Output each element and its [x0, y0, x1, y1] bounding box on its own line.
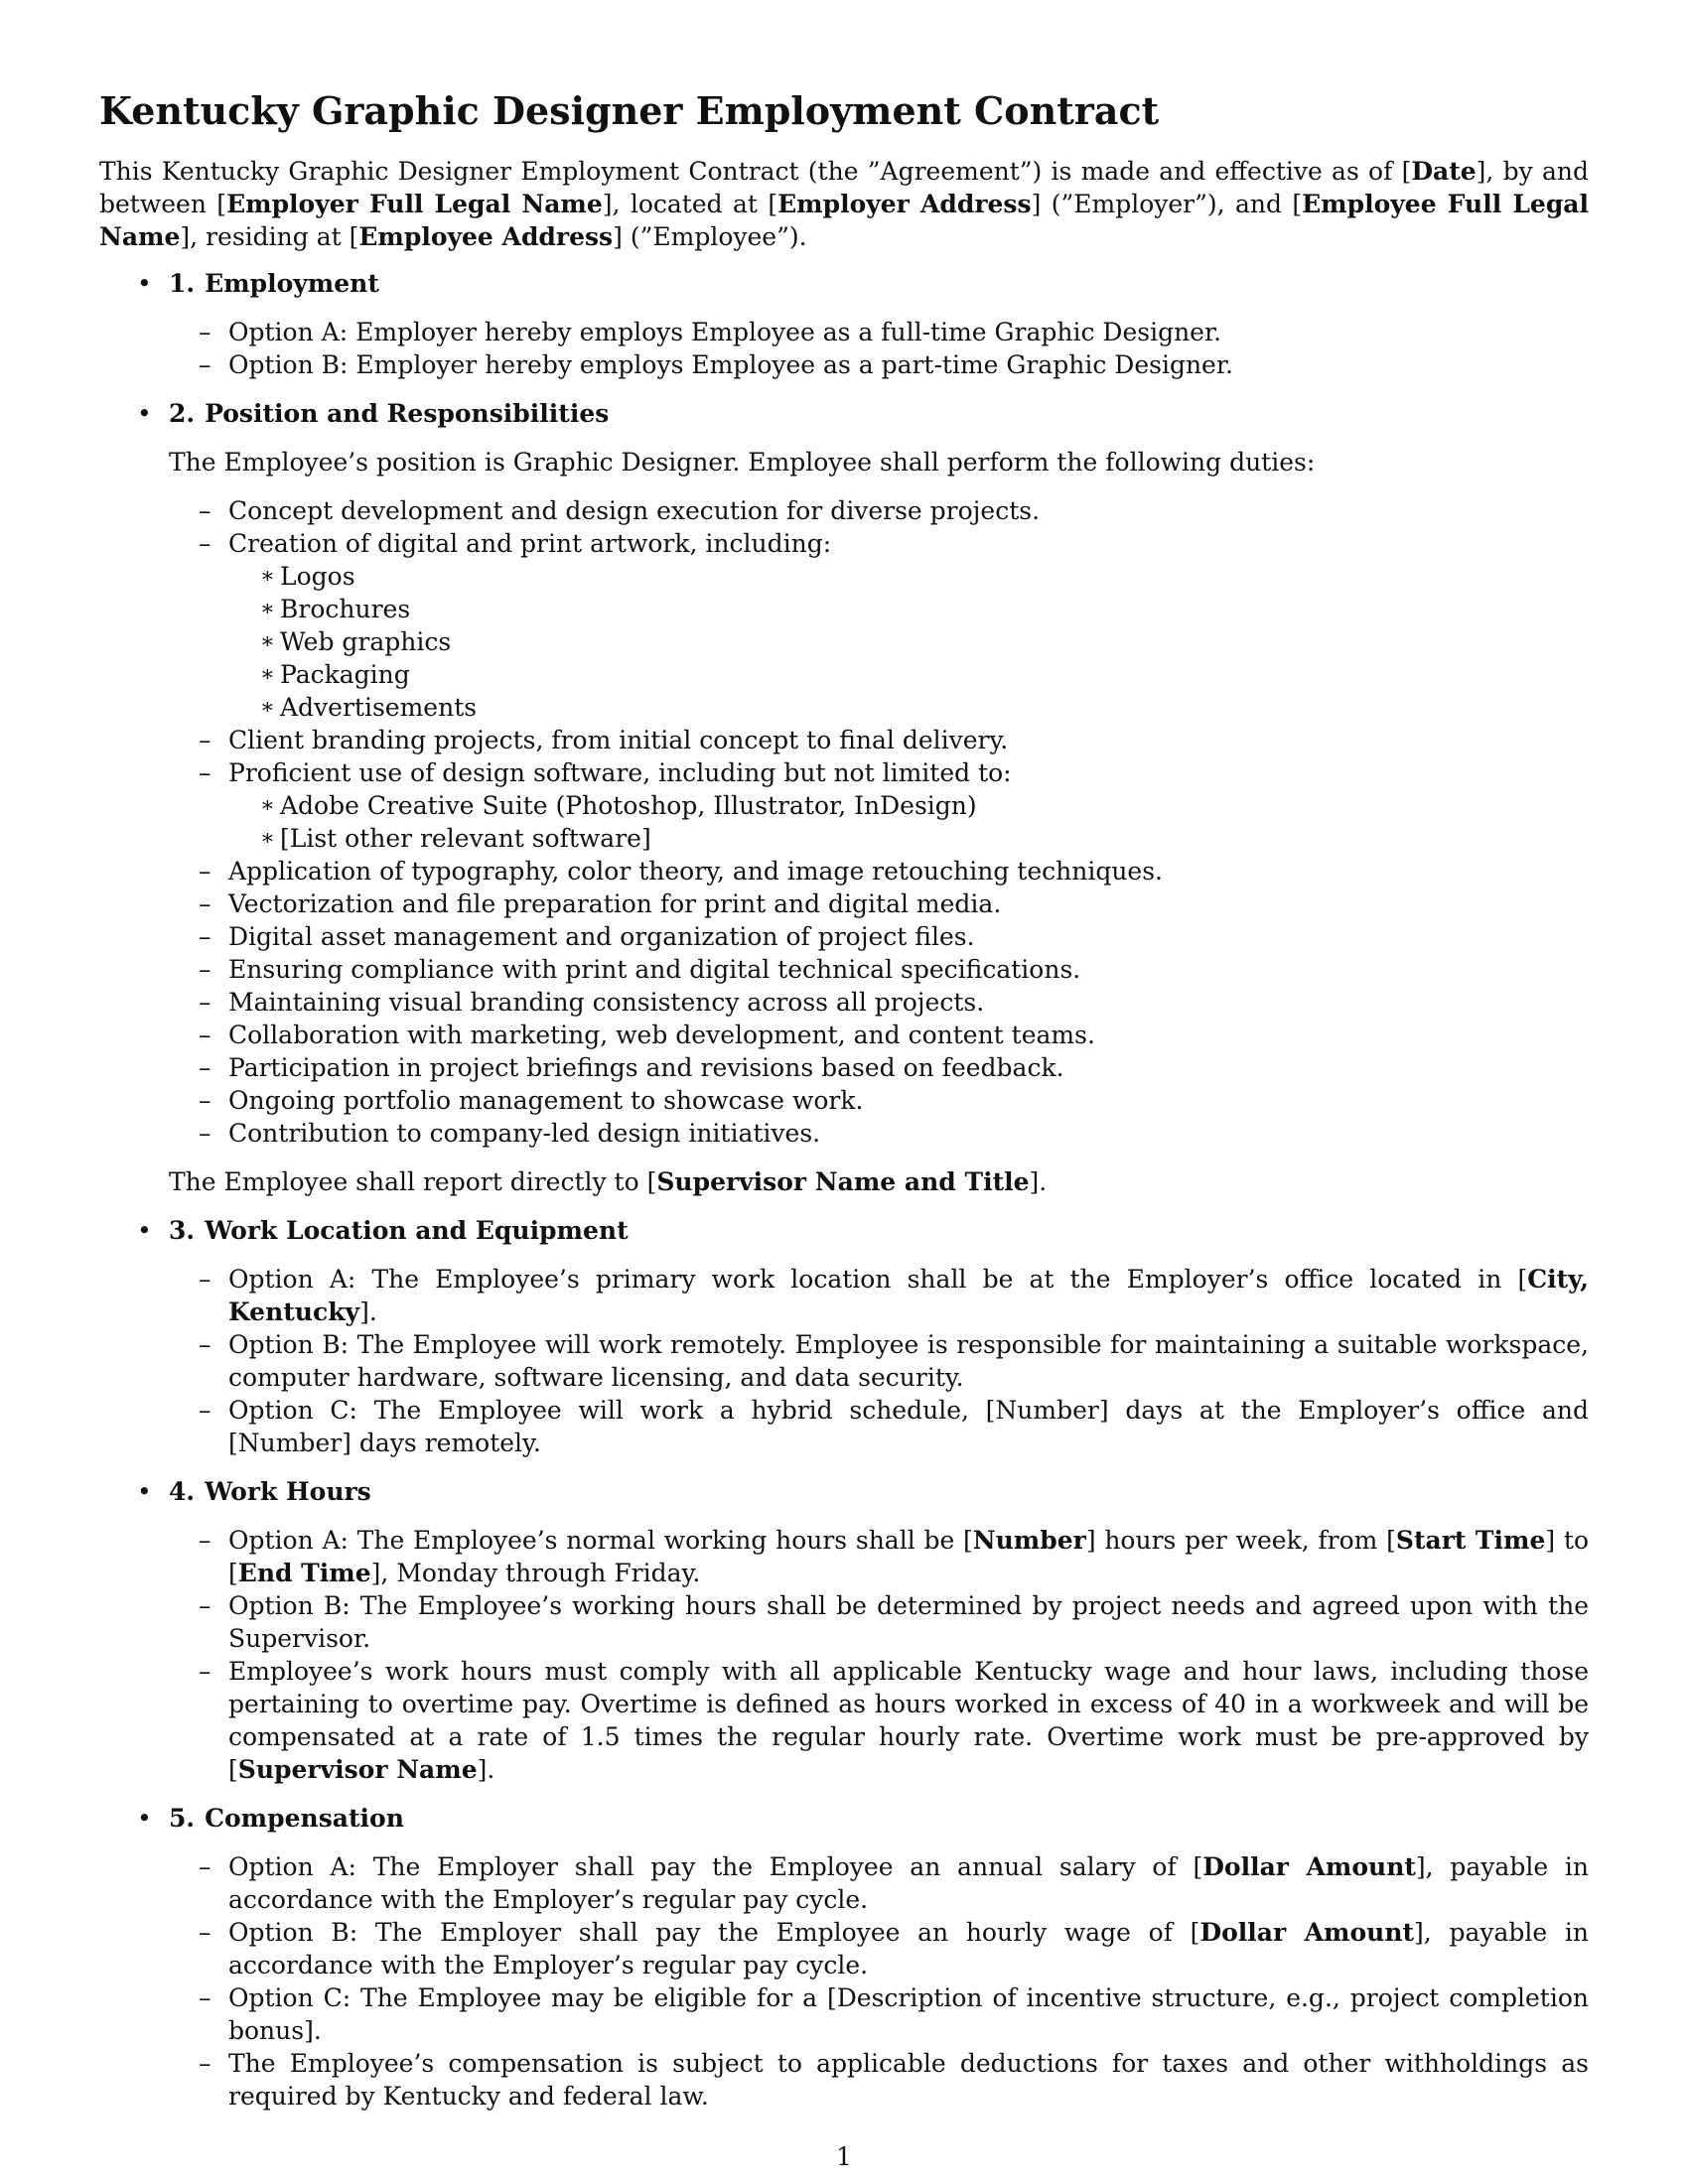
dash-icon: – [199, 1086, 211, 1115]
sublist-item-text: [List other relevant software] [280, 824, 651, 853]
list-item-text: Collaboration with marketing, web development, and content teams. [228, 1021, 1095, 1049]
document-title: Kentucky Graphic Designer Employment Contract [99, 88, 1160, 133]
list-item-text: Maintaining visual branding consistency across all projects. [228, 988, 985, 1017]
section-work-hours [99, 1475, 1589, 1786]
asterisk-icon: ∗ [260, 629, 275, 654]
section-list [99, 267, 1589, 2113]
list-item-text: Client branding projects, from initial concept to final delivery. [228, 726, 1009, 754]
dash-icon: – [199, 1119, 211, 1148]
list-item-text: Option B: Employer hereby employs Employee as a part-time Graphic Designer. [228, 350, 1233, 379]
list-item-text: Application of typography, color theory, and image retouching techniques. [228, 857, 1163, 886]
list-item-text: Employee’s work hours must comply with all applicable Kentucky wage and hour laws, including those pertaining to overtime pay. Overtime is defined as hours worked in excess of 40 in a workweek and will be compensated at a rate of 1.5 times the regular hourly rate. Overtime work must be pre-approved by [ [228, 1657, 1589, 1784]
list-item [169, 1084, 1589, 1117]
sublist-item [228, 658, 1589, 691]
list-item-text: Participation in project briefings and revisions based on feedback. [228, 1053, 1064, 1082]
dash-icon: – [199, 1053, 211, 1082]
section-heading [169, 1475, 1589, 1508]
list-item [169, 1916, 1589, 1981]
document-body [99, 87, 1589, 2128]
list-item [169, 1051, 1589, 1084]
list-item [169, 986, 1589, 1019]
dash-icon: – [199, 1591, 211, 1620]
dash-icon: – [199, 1918, 211, 1947]
list-item [169, 2047, 1589, 2113]
placeholder-date: Date [1411, 157, 1477, 186]
asterisk-icon: ∗ [260, 662, 275, 687]
option-list [169, 1263, 1589, 1459]
dash-icon: – [199, 1657, 211, 1686]
list-item-text: Proficient use of design software, including but not limited to: [228, 758, 1012, 787]
dash-icon: – [199, 955, 211, 984]
section-number: 2. [169, 399, 196, 428]
dash-icon: – [199, 1526, 211, 1555]
option-list [169, 1524, 1589, 1786]
list-item-text: Option A: The Employee’s normal working hours shall be [ [228, 1526, 973, 1555]
bullet-icon: • [137, 399, 152, 428]
sublist-item-text: Brochures [280, 595, 411, 623]
asterisk-icon: ∗ [260, 826, 275, 851]
section-heading [169, 1214, 1589, 1247]
dash-icon: – [199, 529, 211, 558]
list-item-text: Option A: Employer hereby employs Employee as a full-time Graphic Designer. [228, 318, 1222, 346]
list-item-text: Option B: The Employee’s working hours shall be determined by project needs and agreed upon with the Supervisor. [228, 1591, 1589, 1653]
list-item [169, 348, 1589, 381]
list-item-text: ], payable in accordance with the Employer’s regular pay cycle. [228, 1852, 1589, 1914]
placeholder-start-time: Start Time [1395, 1526, 1546, 1555]
dash-icon: – [199, 1983, 211, 2012]
dash-icon: – [199, 726, 211, 754]
list-item-text: ], Monday through Friday. [370, 1559, 701, 1587]
list-item-text: Option B: The Employee will work remotely. Employee is responsible for maintaining a suitable workspace, computer hardware, software licensing, and data security. [228, 1330, 1589, 1392]
list-item-text: Concept development and design execution for diverse projects. [228, 496, 1041, 525]
list-item-text: Option C: The Employee may be eligible for a [Description of incentive structure, e.g., project completion bonus]. [228, 1983, 1589, 2045]
asterisk-icon: ∗ [260, 564, 275, 589]
dash-icon: – [199, 857, 211, 886]
list-item [169, 1394, 1589, 1459]
sublist-item [228, 822, 1589, 855]
intro-text: This Kentucky Graphic Designer Employment Contract (the ”Agreement”) is made and effective as of [ [99, 157, 1412, 186]
section-title: Work Hours [205, 1477, 371, 1506]
list-item [169, 1655, 1589, 1786]
placeholder-number: Number [972, 1526, 1086, 1555]
sublist-item [228, 593, 1589, 625]
list-item-text: Option C: The Employee will work a hybrid schedule, [Number] days at the Employer’s office and [Number] days remotely. [228, 1396, 1589, 1457]
option-list [169, 316, 1589, 381]
intro-text: ], located at [ [602, 190, 778, 218]
list-item [169, 316, 1589, 348]
list-item-text: ] hours per week, from [ [1085, 1526, 1396, 1555]
section-heading [169, 267, 1589, 300]
sublist-item-text: Packaging [280, 660, 410, 689]
sublist-item-text: Web graphics [280, 627, 452, 656]
section-title: Employment [205, 269, 379, 298]
bullet-icon: • [137, 1216, 152, 1245]
sublist-item [228, 560, 1589, 593]
list-item-text: Option A: The Employer shall pay the Employee an annual salary of [ [228, 1852, 1203, 1881]
placeholder-dollar-amount: Dollar Amount [1199, 1918, 1415, 1947]
placeholder-employer-name: Employer Full Legal Name [226, 190, 603, 218]
sublist-item [228, 691, 1589, 724]
dash-icon: – [199, 758, 211, 787]
report-text: ]. [1029, 1167, 1048, 1196]
list-item-text: Ensuring compliance with print and digital technical specifications. [228, 955, 1081, 984]
list-item-text: Digital asset management and organization of project files. [228, 922, 975, 951]
bullet-icon: • [137, 269, 152, 298]
section-heading [169, 1802, 1589, 1835]
placeholder-end-time: End Time [237, 1559, 371, 1587]
page-number: 1 [836, 2142, 852, 2171]
dash-icon: – [199, 496, 211, 525]
list-item [169, 920, 1589, 953]
list-item-text: The Employee’s compensation is subject to applicable deductions for taxes and other withholdings as required by Kentucky and federal law. [228, 2049, 1589, 2111]
placeholder-employee-name: Employee Full Legal Name [99, 190, 1590, 251]
section-number: 4. [169, 1477, 196, 1506]
section-work-location [99, 1214, 1589, 1459]
bullet-icon: • [137, 1804, 152, 1833]
list-item [169, 1589, 1589, 1655]
dash-icon: – [199, 350, 211, 379]
list-item [169, 1117, 1589, 1150]
report-to-paragraph [169, 1165, 1589, 1198]
section-title: Position and Responsibilities [205, 399, 610, 428]
placeholder-supervisor-name: Supervisor Name [237, 1755, 478, 1784]
section-employment [99, 267, 1589, 381]
artwork-sublist [228, 560, 1589, 724]
section-title: Work Location and Equipment [205, 1216, 629, 1245]
dash-icon: – [199, 318, 211, 346]
dash-icon: – [199, 922, 211, 951]
list-item-text: ], payable in accordance with the Employer’s regular pay cycle. [228, 1918, 1589, 1979]
dash-icon: – [199, 1330, 211, 1359]
list-item-text: Vectorization and file preparation for print and digital media. [228, 889, 1002, 918]
section-number: 1. [169, 269, 196, 298]
intro-text: ], residing at [ [180, 222, 359, 251]
intro-paragraph [99, 155, 1589, 253]
list-item [169, 724, 1589, 756]
section-responsibilities [99, 397, 1589, 1198]
list-item-text: Ongoing portfolio management to showcase work. [228, 1086, 864, 1115]
section-title: Compensation [205, 1804, 404, 1833]
dash-icon: – [199, 1396, 211, 1425]
list-item [169, 756, 1589, 855]
asterisk-icon: ∗ [260, 695, 275, 720]
dash-icon: – [199, 1852, 211, 1881]
list-item-text: ]. [359, 1297, 377, 1326]
placeholder-dollar-amount: Dollar Amount [1202, 1852, 1416, 1881]
sublist-item-text: Adobe Creative Suite (Photoshop, Illustrator, InDesign) [280, 791, 977, 820]
bullet-icon: • [137, 1477, 152, 1506]
list-item [169, 1328, 1589, 1394]
intro-text: ] (”Employee”). [613, 222, 807, 251]
sublist-item-text: Advertisements [280, 693, 478, 722]
list-item [169, 1981, 1589, 2047]
section-heading [169, 397, 1589, 430]
list-item [169, 527, 1589, 724]
list-item [169, 1263, 1589, 1328]
section-number: 5. [169, 1804, 196, 1833]
list-item [169, 1850, 1589, 1916]
sublist-item-text: Logos [280, 562, 355, 591]
list-item-text: ]. [477, 1755, 495, 1784]
placeholder-employee-address: Employee Address [358, 222, 614, 251]
list-item [169, 1019, 1589, 1051]
list-item [169, 1524, 1589, 1589]
placeholder-city: City, Kentucky [228, 1265, 1589, 1326]
list-item-text: Contribution to company-led design initiatives. [228, 1119, 821, 1148]
list-item-text: Option B: The Employer shall pay the Employee an hourly wage of [ [228, 1918, 1200, 1947]
sublist-item [228, 625, 1589, 658]
dash-icon: – [199, 1265, 211, 1294]
list-item [169, 494, 1589, 527]
dash-icon: – [199, 988, 211, 1017]
duties-intro: The Employee’s position is Graphic Designer. Employee shall perform the following duties: [169, 448, 1316, 477]
option-list [169, 1850, 1589, 2113]
dash-icon: – [199, 1021, 211, 1049]
dash-icon: – [199, 889, 211, 918]
intro-text: ], by and between [ [99, 157, 1589, 218]
section-number: 3. [169, 1216, 196, 1245]
list-item-text: Creation of digital and print artwork, including: [228, 529, 832, 558]
placeholder-supervisor: Supervisor Name and Title [656, 1167, 1030, 1196]
report-text: The Employee shall report directly to [ [169, 1167, 657, 1196]
duties-list [169, 494, 1589, 1150]
list-item [169, 887, 1589, 920]
dash-icon: – [199, 2049, 211, 2078]
list-item-text: ] to [ [228, 1526, 1590, 1587]
software-sublist [228, 789, 1589, 855]
list-item [169, 953, 1589, 986]
placeholder-employer-address: Employer Address [777, 190, 1032, 218]
list-item-text: Option A: The Employee’s primary work location shall be at the Employer’s office located in [ [228, 1265, 1528, 1294]
asterisk-icon: ∗ [260, 793, 275, 818]
intro-text: ] (”Employer”), and [ [1031, 190, 1303, 218]
asterisk-icon: ∗ [260, 597, 275, 621]
sublist-item [228, 789, 1589, 822]
list-item [169, 855, 1589, 887]
section-compensation [99, 1802, 1589, 2113]
